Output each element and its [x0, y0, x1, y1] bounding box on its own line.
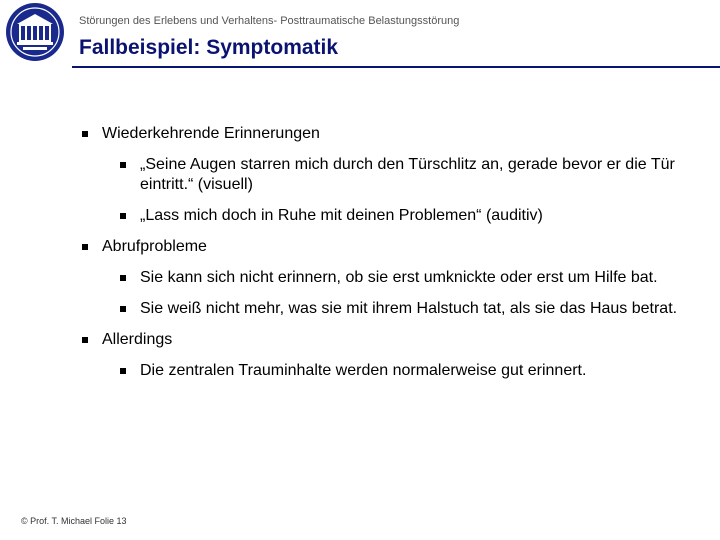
- title-divider: [72, 66, 720, 68]
- square-bullet-icon: [120, 275, 126, 281]
- square-bullet-icon: [82, 244, 88, 250]
- sub-bullet-item: Sie kann sich nicht erinnern, ob sie erst umknickte oder erst um Hilfe bat.: [118, 268, 700, 288]
- slide-title: Fallbeispiel: Symptomatik: [79, 36, 339, 59]
- square-bullet-icon: [82, 337, 88, 343]
- presentation-subtitle: Störungen des Erlebens und Verhaltens- Posttraumatische Belastungsstörung: [79, 15, 460, 27]
- square-bullet-icon: [120, 368, 126, 374]
- bullet-item: Wiederkehrende Erinnerungen: [80, 124, 700, 144]
- square-bullet-icon: [120, 306, 126, 312]
- sub-bullet-item: Die zentralen Trauminhalte werden normalerweise gut erinnert.: [118, 361, 700, 381]
- bullet-list: [80, 124, 700, 392]
- square-bullet-icon: [120, 213, 126, 219]
- slide-footer: © Prof. T. Michael Folie 13: [21, 516, 127, 526]
- sub-bullet-item: „Seine Augen starren mich durch den Türschlitz an, gerade bevor er die Tür eintritt.“ (visuell): [118, 155, 700, 195]
- sub-bullet-item: „Lass mich doch in Ruhe mit deinen Problemen“ (auditiv): [118, 206, 700, 226]
- bullet-item: Abrufprobleme: [80, 237, 700, 257]
- square-bullet-icon: [82, 131, 88, 137]
- sub-bullet-item: Sie weiß nicht mehr, was sie mit ihrem Halstuch tat, als sie das Haus betrat.: [118, 299, 700, 319]
- square-bullet-icon: [120, 162, 126, 168]
- university-seal-logo: [5, 2, 65, 62]
- bullet-item: Allerdings: [80, 330, 700, 350]
